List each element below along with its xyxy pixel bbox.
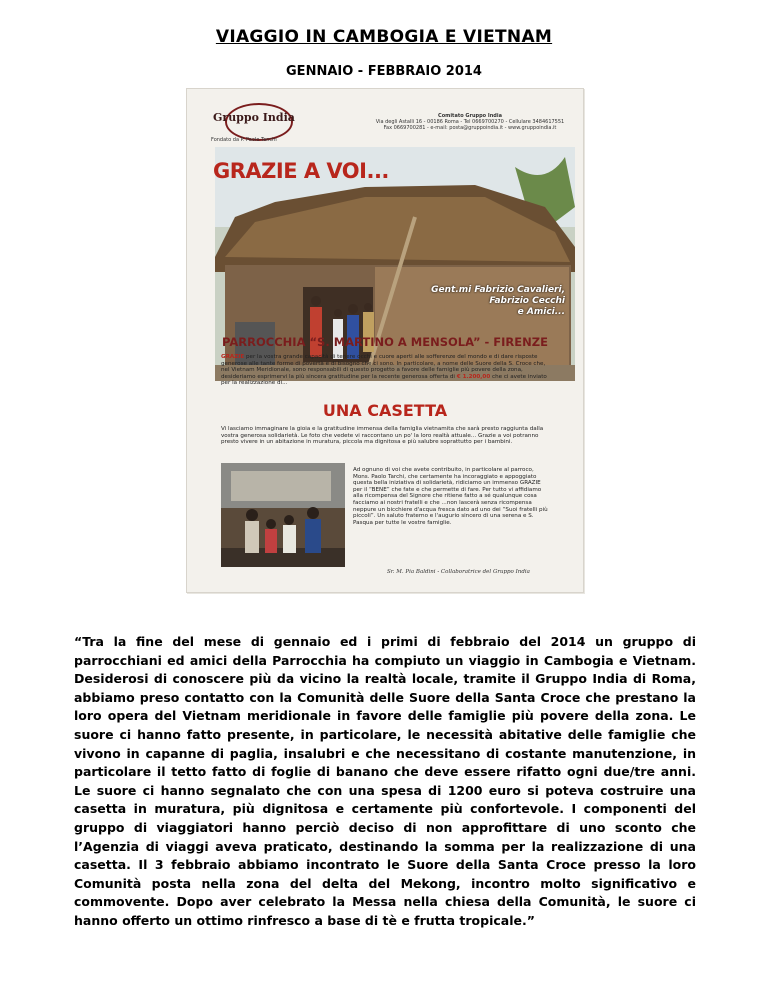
flyer-contact: Comitato Gruppo India Via degli Astalli 16 - 00186 Roma - Tel 0669700270 - Cellulare 3484617551 Fax 0669700281 - e-mail: posta@gruppoindia.it - www.gruppoindia.it (375, 113, 565, 131)
flyer-signature: Sr. M. Pia Baldini - Collaboratrice del Gruppo India (387, 569, 530, 575)
flyer-caption: Gent.mi Fabrizio Cavalieri, Fabrizio Cecchi e Amici... (431, 285, 565, 317)
flyer-paragraph-3: Ad ognuno di voi che avete contribuito, in particolare al parroco, Mons. Paolo Tarchi, che certamente ha incoraggiato e appoggiato questa bella iniziativa di solidarietà, ridiciamo un immenso GRAZIE per il “BENE” che fate e che permette di fare. Per tutto vi affidiamo alla ricompensa del Signore che ritiene fatto a sé qualunque cosa facciamo ai nostri fratelli e che ...non lascerà senza ricompensa neppure un bicchiere d'acqua fresca dato ad uno dei “Suoi fratelli più piccoli”. Un saluto fraterno e l'augurio sincero di una serena e S. Pasqua per tutte le vostre famiglie. (353, 467, 548, 526)
page-title: VIAGGIO IN CAMBOGIA E VIETNAM (215, 27, 553, 47)
flyer-heading: GRAZIE A VOI... (213, 159, 389, 183)
flyer-paragraph-2: Vi lasciamo immaginare la gioia e la gratitudine immensa della famiglia vietnamita che sarà presto raggiunta dalla vostra generosa solidarietà. Le foto che vedete vi raccontano un po' la loro realtà attuale... Grazie a voi potranno presto vivere in un abitazione in muratura, piccola ma dignitosa e più salubre soprattutto per i bambini. (221, 426, 544, 446)
flyer-paragraph-1: GRAZIE per la vostra grande capacità di tenere occhi e cuore aperti alle sofferenze del mondo e di dare risposte generose alle tante forme di povertà e di bisogno che ci sono. In particolare, a nome delle Suore della S. Croce che, nel Vietnam Meridionale, sono responsabili di questo progetto a favore delle famiglie più povere della zona, desideriamo esprimervi la più sincera gratitudine per la recente generosa offerta di € 1.200,00 che ci avete inviato per la realizzazione di... (221, 354, 547, 387)
gruppo-india-logo: Gruppo India Fondato da P. Paolo Tanchi (199, 103, 309, 147)
scanned-flyer (186, 88, 584, 593)
flyer-parish: PARROCCHIA “S. MARTINO A MENSOLA” - FIRENZE (222, 335, 548, 349)
article-body: “Tra la fine del mese di gennaio ed i primi di febbraio del 2014 un gruppo di parrocchiani ed amici della Parrocchia ha compiuto un viaggio in Cambogia e Vietnam. Desiderosi di conoscere più da vicino la realtà locale, tramite il Gruppo India di Roma, abbiamo preso contatto con la Comunità delle Suore della Santa Croce che prestano la loro opera del Vietnam meridionale in favore delle famiglie più povere della zona. Le suore ci hanno fatto presente, in particolare, le necessità abitative delle famiglie che vivono in capanne di paglia, insalubri e che necessitano di costante manutenzione, in particolare il tetto fatto di foglie di banano che deve essere rifatto ogni due/tre anni. Le suore ci hanno segnalato che con una spesa di 1200 euro si poteva costruire una casetta in muratura, più dignitosa e certamente più confortevole. I componenti del gruppo di viaggiatori hanno perciò deciso di non approfittare di uno sconto che l’Agenzia di viaggi aveva praticato, destinando la somma per la realizzazione di una casetta. Il 3 febbraio abbiamo incontrato le Suore della Santa Croce presso la loro Comunità posta nella zona del delta del Mekong, incontro molto significativo e commovente. Dopo aver celebrato la Messa nella chiesa della Comunità, le suore ci hanno offerto un ottimo rinfresco a base di tè e frutta tropicale.” (74, 634, 696, 928)
flyer-casetta-heading: UNA CASETTA (322, 401, 448, 420)
page-subtitle: GENNAIO - FEBBRAIO 2014 (286, 64, 482, 79)
family-interior-photo (221, 463, 345, 567)
